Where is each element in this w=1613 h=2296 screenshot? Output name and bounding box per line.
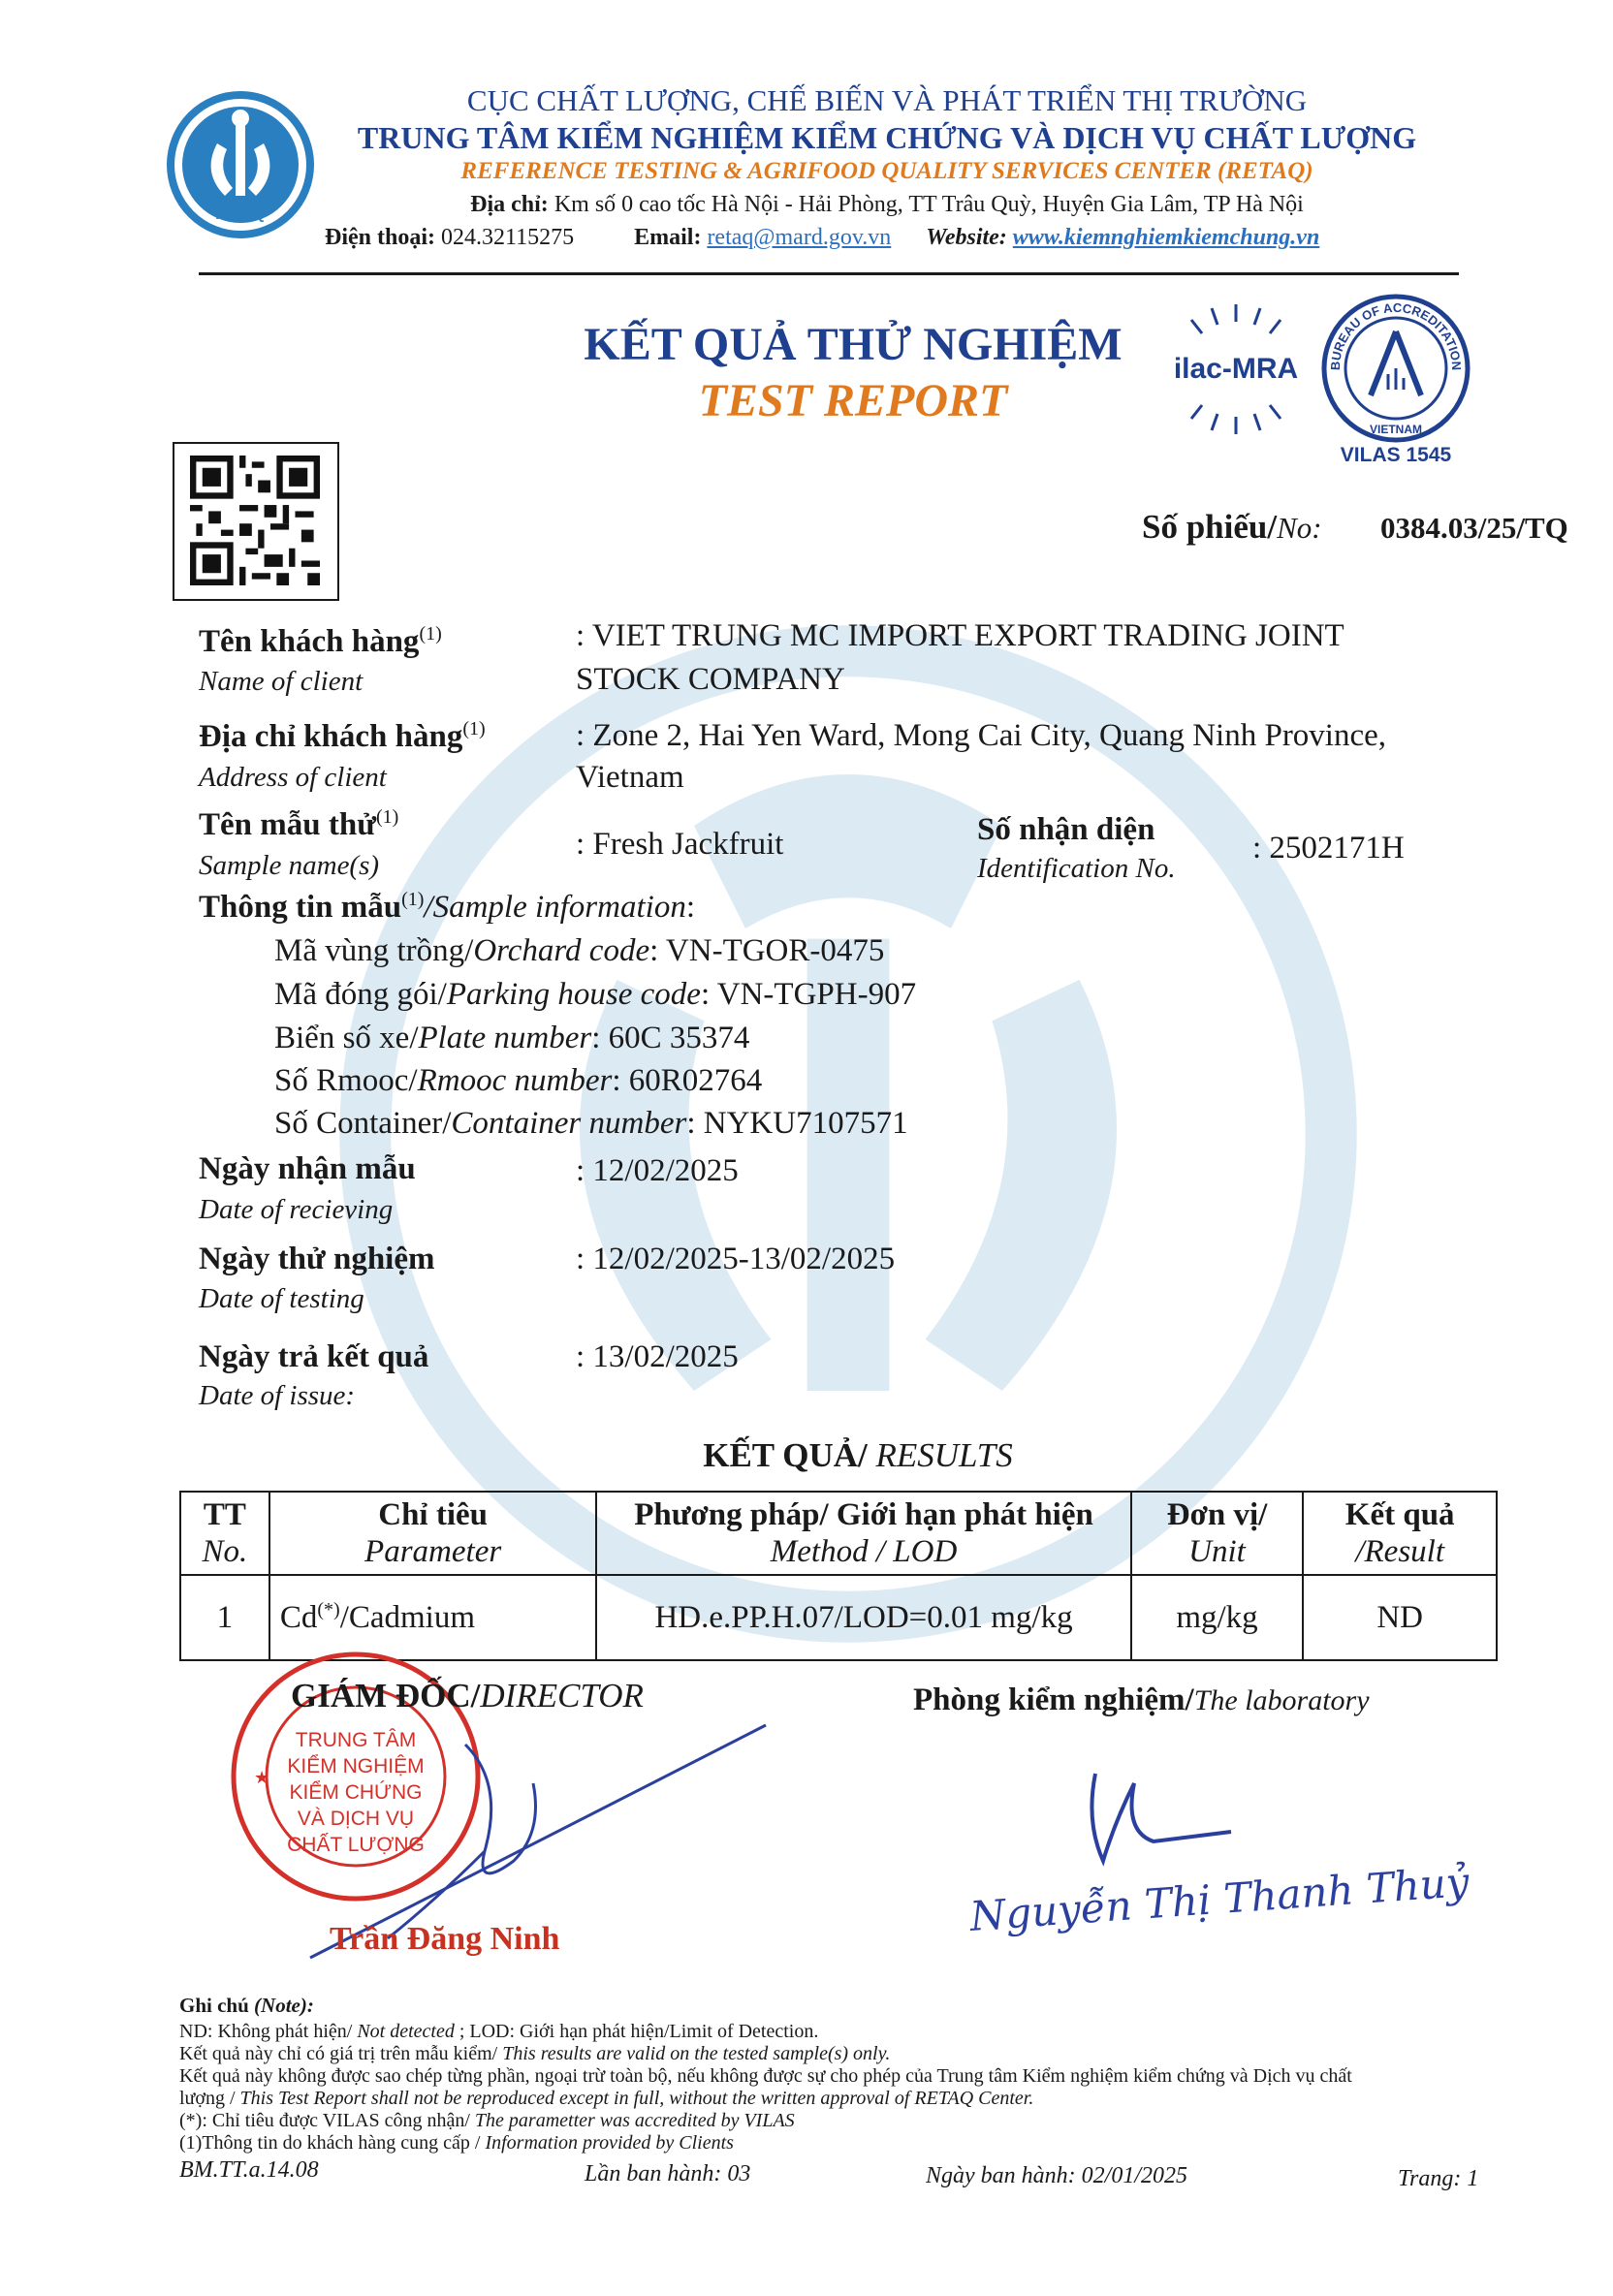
identification-label: Số nhận diện [977, 812, 1155, 847]
rmooc-number: Số Rmooc/Rmooc number: 60R02764 [274, 1063, 763, 1098]
container-number: Số Container/Container number: NYKU7107571 [274, 1106, 908, 1141]
note-line-1: ND: Không phát hiện/ Not detected ; LOD: Giới hạn phát hiện/Limit of Detection. [179, 2021, 819, 2042]
report-number: Số phiếu/No: [1142, 508, 1322, 546]
lab-title: Phòng kiểm nghiệm/The laboratory [913, 1683, 1370, 1717]
testing-label-en: Date of testing [199, 1283, 364, 1314]
phone-value: 024.32115275 [441, 225, 575, 250]
ilac-mra-badge [1163, 297, 1309, 442]
row-method: HD.e.PP.H.07/LOD=0.01 mg/kg [596, 1575, 1130, 1660]
row-result: ND [1303, 1575, 1497, 1660]
title-vn: KẾT QUẢ THỬ NGHIỆM [584, 319, 1123, 370]
address-line: Địa chỉ: Km số 0 cao tốc Hà Nội - Hải Phòng, TT Trâu Quỳ, Huyện Gia Lâm, TP Hà Nội [470, 192, 1304, 217]
col-method: Phương pháp/ Giới hạn phát hiện Method / LOD [596, 1492, 1130, 1575]
client-value-1: : VIET TRUNG MC IMPORT EXPORT TRADING JOINT [576, 618, 1344, 653]
address-value: Km số 0 cao tốc Hà Nội - Hải Phòng, TT Trâu Quỳ, Huyện Gia Lâm, TP Hà Nội [553, 192, 1304, 217]
client-label-en: Name of client [199, 666, 364, 697]
header-divider [199, 272, 1459, 275]
address-label-en: Address of client [199, 762, 387, 793]
client-label: Tên khách hàng$^{(1)}$ [199, 623, 442, 659]
testing-value: : 12/02/2025-13/02/2025 [576, 1242, 896, 1276]
note-line-5: (*): Chỉ tiêu được VILAS công nhận/ The parametter was accredited by VILAS [179, 2110, 795, 2131]
received-value: : 12/02/2025 [576, 1153, 739, 1188]
issue-label-en: Date of issue: [199, 1380, 356, 1411]
svg-text:TRUNG TÂM: TRUNG TÂM [295, 1729, 417, 1751]
sample-info-heading: Thông tin mẫu$^{(1)}$/Sample information: [199, 889, 695, 925]
contact-line: Điện thoại: 024.32115275 Email: retaq@mard.gov.vn Website: www.kiemnghiemkiemchung.vn [325, 225, 1320, 250]
report-number-value: 0384.03/25/TQ [1380, 511, 1568, 545]
edition: Lần ban hành: 03 [585, 2161, 751, 2186]
identification-label-en: Identification No. [977, 853, 1176, 884]
title-en: TEST REPORT [698, 375, 1008, 426]
address-value-1: : Zone 2, Hai Yen Ward, Mong Cai City, Quang Ninh Province, [576, 718, 1387, 753]
svg-text:BUREAU OF ACCREDITATION: BUREAU OF ACCREDITATION [1327, 299, 1465, 371]
ministry-line: CỤC CHẤT LƯỢNG, CHẾ BIẾN VÀ PHÁT TRIỂN THỊ TRƯỜNG [466, 83, 1308, 117]
qr-code-icon [190, 454, 320, 587]
notes-heading: Ghi chú (Note): [179, 1994, 314, 2017]
table-row [180, 1575, 1497, 1660]
center-name-vn: TRUNG TÂM KIỂM NGHIỆM KIỂM CHỨNG VÀ DỊCH VỤ CHẤT LƯỢNG [357, 120, 1417, 155]
svg-text:RETAQ: RETAQ [215, 206, 266, 223]
svg-text:CHẤT LƯỢNG: CHẤT LƯỢNG [287, 1834, 425, 1856]
svg-text:KIỂM NGHIỆM: KIỂM NGHIỆM [287, 1755, 425, 1777]
email-link[interactable]: retaq@mard.gov.vn [707, 225, 892, 250]
packing-house-code: Mã đóng gói/Parking house code: VN-TGPH-907 [274, 977, 917, 1012]
received-label-en: Date of recieving [199, 1194, 394, 1225]
note-line-3: Kết quả này không được sao chép từng phần, ngoại trừ toàn bộ, nếu không được sự cho phép của Trung tâm Kiểm nghiệm kiểm chứng và Dịch vụ chất [179, 2065, 1352, 2087]
form-code: BM.TT.a.14.08 [179, 2157, 319, 2183]
note-line-2: Kết quả này chỉ có giá trị trên mẫu kiểm/ This results are valid on the tested sample(s) only. [179, 2043, 891, 2064]
results-table [179, 1491, 1498, 1661]
note-line-4: lượng / This Test Report shall not be reproduced except in full, without the written approval of RETAQ Center. [179, 2088, 1034, 2109]
col-unit: Đơn vị/ Unit [1131, 1492, 1304, 1575]
identification-value: : 2502171H [1252, 831, 1405, 865]
issue-date: Ngày ban hành: 02/01/2025 [926, 2163, 1187, 2188]
received-label: Ngày nhận mẫu [199, 1151, 416, 1186]
col-result: Kết quả /Result [1303, 1492, 1497, 1575]
address-value-2: Vietnam [576, 760, 684, 795]
svg-text:ilac-MRA: ilac-MRA [1173, 353, 1299, 385]
col-parameter: Chỉ tiêu Parameter [269, 1492, 597, 1575]
boa-badge [1318, 291, 1473, 446]
center-name-en: REFERENCE TESTING & AGRIFOOD QUALITY SERVICES CENTER (RETAQ) [460, 158, 1313, 184]
svg-text:VÀ DỊCH VỤ: VÀ DỊCH VỤ [297, 1808, 415, 1830]
address-label: Địa chỉ khách hàng$^{(1)}$ [199, 718, 486, 754]
plate-number: Biển số xe/Plate number: 60C 35374 [274, 1021, 750, 1055]
results-header-row [180, 1492, 1497, 1575]
row-parameter: Cd(*)/Cadmium [269, 1575, 597, 1660]
issue-value: : 13/02/2025 [576, 1339, 739, 1374]
note-line-6: (1)Thông tin do khách hàng cung cấp / Information provided by Clients [179, 2132, 734, 2154]
director-title: GIÁM ĐỐC/DIRECTOR [291, 1677, 644, 1714]
svg-text:VIETNAM: VIETNAM [1370, 423, 1422, 436]
page-number: Trang: 1 [1398, 2166, 1479, 2191]
client-value-2: STOCK COMPANY [576, 662, 845, 697]
results-heading: KẾT QUẢ/ RESULTS [703, 1436, 1013, 1474]
sample-value: : Fresh Jackfruit [576, 827, 784, 862]
orchard-code: Mã vùng trồng/Orchard code: VN-TGOR-0475 [274, 933, 885, 968]
vilas-number: VILAS 1545 [1340, 444, 1452, 466]
testing-label: Ngày thử nghiệm [199, 1242, 435, 1276]
lab-initials-signature [1057, 1764, 1241, 1880]
row-no: 1 [180, 1575, 269, 1660]
col-no: TT No. [180, 1492, 269, 1575]
svg-text:★: ★ [254, 1768, 270, 1787]
qr-code-frame [173, 442, 339, 601]
director-name: Trần Đăng Ninh [330, 1921, 560, 1957]
lab-signature: Nguyễn Thị Thanh Thuỷ [967, 1858, 1471, 1940]
sample-label: Tên mẫu thử$^{(1)}$ [199, 806, 399, 842]
row-unit: mg/kg [1131, 1575, 1304, 1660]
retaq-logo [163, 87, 318, 242]
website-link[interactable]: www.kiemnghiemkiemchung.vn [1012, 225, 1320, 250]
sample-label-en: Sample name(s) [199, 850, 380, 881]
issue-label: Ngày trả kết quả [199, 1339, 429, 1374]
svg-text:KIỂM CHỨNG: KIỂM CHỨNG [289, 1781, 423, 1804]
